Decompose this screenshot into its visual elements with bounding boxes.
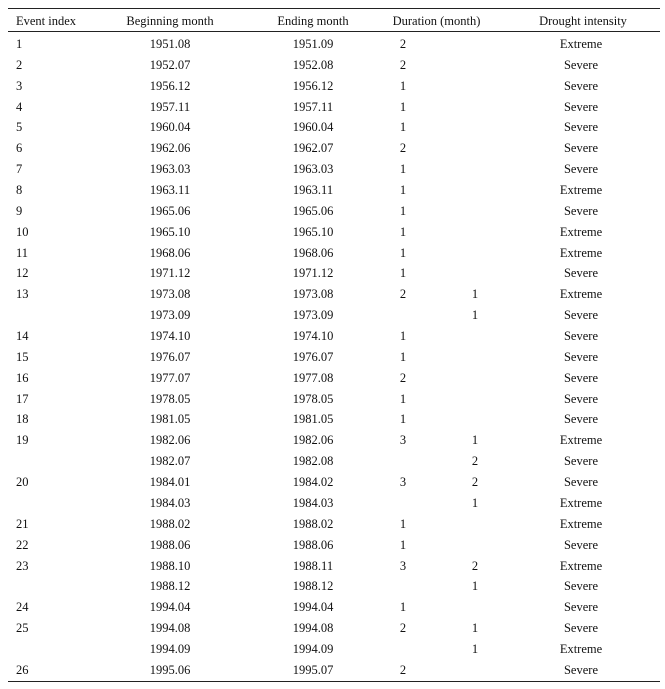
- ending-month-cell: 1962.07: [292, 141, 334, 156]
- event-index-cell: 13: [16, 287, 29, 302]
- header-event-index: Event index: [16, 14, 77, 28]
- table-row: [8, 493, 660, 513]
- table-row: [8, 55, 660, 75]
- drought-intensity-cell: Severe: [563, 99, 598, 114]
- event-index-cell: 21: [16, 516, 29, 531]
- header-drought-intensity: Drought intensity: [539, 14, 627, 28]
- event-index-cell: 14: [16, 329, 29, 344]
- duration-cell: 2: [399, 287, 407, 302]
- duration-cell: 2: [399, 57, 407, 72]
- sub-duration-cell: 2: [471, 454, 479, 469]
- beginning-month-cell: 1962.06: [149, 141, 191, 156]
- table-row: [8, 222, 660, 242]
- drought-intensity-cell: Severe: [563, 78, 598, 93]
- beginning-month-cell: 1960.04: [149, 120, 191, 135]
- beginning-month-cell: 1988.02: [149, 516, 191, 531]
- duration-cell: 1: [399, 224, 407, 239]
- drought-intensity-cell: Extreme: [559, 245, 603, 260]
- ending-month-cell: 1994.08: [292, 621, 334, 636]
- ending-month-cell: 1984.03: [292, 495, 334, 510]
- bottom-rule: [8, 681, 660, 682]
- duration-cell: 2: [399, 141, 407, 156]
- table-row: [8, 556, 660, 576]
- ending-month-cell: 1957.11: [292, 99, 334, 114]
- table-row: [8, 97, 660, 117]
- ending-month-cell: 1982.06: [292, 433, 334, 448]
- sub-duration-cell: 1: [471, 287, 479, 302]
- header-duration: Duration (month): [392, 14, 481, 28]
- beginning-month-cell: 1957.11: [149, 99, 191, 114]
- drought-intensity-cell: Severe: [563, 391, 598, 406]
- drought-intensity-cell: Severe: [563, 454, 598, 469]
- duration-cell: 2: [399, 370, 407, 385]
- event-index-cell: 6: [16, 141, 23, 156]
- table-row: [8, 159, 660, 179]
- ending-month-cell: 1988.06: [292, 537, 334, 552]
- beginning-month-cell: 1994.04: [149, 600, 191, 615]
- drought-intensity-cell: Severe: [563, 329, 598, 344]
- duration-cell: 1: [399, 183, 407, 198]
- table-row: [8, 597, 660, 617]
- ending-month-cell: 1982.08: [292, 454, 334, 469]
- drought-intensity-cell: Severe: [563, 537, 598, 552]
- drought-intensity-cell: Severe: [563, 120, 598, 135]
- duration-cell: 1: [399, 516, 407, 531]
- ending-month-cell: 1994.04: [292, 600, 334, 615]
- duration-cell: 1: [399, 78, 407, 93]
- event-index-cell: 15: [16, 349, 29, 364]
- ending-month-cell: 1988.02: [292, 516, 334, 531]
- duration-cell: 1: [399, 245, 407, 260]
- table-row: [8, 472, 660, 492]
- ending-month-cell: 1994.09: [292, 641, 334, 656]
- drought-intensity-cell: Extreme: [559, 183, 603, 198]
- ending-month-cell: 1965.06: [292, 203, 334, 218]
- event-index-cell: 20: [16, 475, 29, 490]
- drought-intensity-cell: Severe: [563, 57, 598, 72]
- duration-cell: 1: [399, 99, 407, 114]
- beginning-month-cell: 1978.05: [149, 391, 191, 406]
- table-row: [8, 326, 660, 346]
- ending-month-cell: 1960.04: [292, 120, 334, 135]
- duration-cell: 2: [399, 621, 407, 636]
- event-index-cell: 10: [16, 224, 29, 239]
- drought-intensity-cell: Severe: [563, 412, 598, 427]
- beginning-month-cell: 1981.05: [149, 412, 191, 427]
- header-ending-month: Ending month: [277, 14, 349, 28]
- event-index-cell: 24: [16, 600, 29, 615]
- beginning-month-cell: 1952.07: [149, 57, 191, 72]
- ending-month-cell: 1956.12: [292, 78, 334, 93]
- ending-month-cell: 1973.08: [292, 287, 334, 302]
- ending-month-cell: 1963.03: [292, 162, 334, 177]
- beginning-month-cell: 1951.08: [149, 37, 191, 51]
- event-index-cell: 11: [16, 245, 29, 260]
- beginning-month-cell: 1963.03: [149, 162, 191, 177]
- table-row: [8, 180, 660, 200]
- duration-cell: 1: [399, 162, 407, 177]
- event-index-cell: 7: [16, 162, 23, 177]
- duration-cell: 1: [399, 203, 407, 218]
- beginning-month-cell: 1971.12: [149, 266, 191, 281]
- top-rule: [8, 8, 660, 9]
- drought-intensity-cell: Severe: [563, 308, 598, 323]
- ending-month-cell: 1951.09: [292, 37, 334, 51]
- table-row: [8, 138, 660, 158]
- ending-month-cell: 1995.07: [292, 662, 334, 677]
- beginning-month-cell: 1963.11: [149, 183, 191, 198]
- table-header: [8, 11, 660, 31]
- drought-intensity-cell: Severe: [563, 349, 598, 364]
- duration-cell: 3: [399, 558, 407, 573]
- ending-month-cell: 1988.12: [292, 579, 334, 594]
- duration-cell: 1: [399, 391, 407, 406]
- event-index-cell: 4: [16, 99, 23, 114]
- table-row: [8, 430, 660, 450]
- duration-cell: 1: [399, 120, 407, 135]
- beginning-month-cell: 1973.08: [149, 287, 191, 302]
- drought-intensity-cell: Extreme: [559, 495, 603, 510]
- table-row: [8, 535, 660, 555]
- beginning-month-cell: 1984.03: [149, 495, 191, 510]
- table-row: [8, 243, 660, 263]
- table-row: [8, 514, 660, 534]
- event-index-cell: 12: [16, 266, 29, 281]
- drought-intensity-cell: Severe: [563, 621, 598, 636]
- beginning-month-cell: 1974.10: [149, 329, 191, 344]
- table-row: [8, 660, 660, 680]
- event-index-cell: 19: [16, 433, 29, 448]
- event-index-cell: 16: [16, 370, 29, 385]
- duration-cell: 1: [399, 412, 407, 427]
- ending-month-cell: 1968.06: [292, 245, 334, 260]
- duration-cell: 1: [399, 349, 407, 364]
- drought-intensity-cell: Severe: [563, 141, 598, 156]
- event-index-cell: 3: [16, 78, 23, 93]
- beginning-month-cell: 1977.07: [149, 370, 191, 385]
- table-row: [8, 305, 660, 325]
- beginning-month-cell: 1988.10: [149, 558, 191, 573]
- drought-intensity-cell: Extreme: [559, 37, 603, 51]
- drought-intensity-cell: Severe: [563, 600, 598, 615]
- drought-intensity-cell: Extreme: [559, 433, 603, 448]
- duration-cell: 2: [399, 662, 407, 677]
- ending-month-cell: 1965.10: [292, 224, 334, 239]
- duration-cell: 1: [399, 329, 407, 344]
- ending-month-cell: 1973.09: [292, 308, 334, 323]
- header-rule: [8, 31, 660, 32]
- duration-cell: 1: [399, 600, 407, 615]
- beginning-month-cell: 1968.06: [149, 245, 191, 260]
- event-index-cell: 22: [16, 537, 29, 552]
- drought-intensity-cell: Extreme: [559, 287, 603, 302]
- beginning-month-cell: 1995.06: [149, 662, 191, 677]
- event-index-cell: 5: [16, 120, 23, 135]
- table-row: [8, 368, 660, 388]
- drought-intensity-cell: Severe: [563, 162, 598, 177]
- drought-intensity-cell: Extreme: [559, 516, 603, 531]
- drought-intensity-cell: Severe: [563, 662, 598, 677]
- beginning-month-cell: 1994.08: [149, 621, 191, 636]
- sub-duration-cell: 1: [471, 641, 479, 656]
- ending-month-cell: 1988.11: [292, 558, 334, 573]
- duration-cell: 2: [399, 37, 407, 51]
- sub-duration-cell: 1: [471, 579, 479, 594]
- table-row: [8, 409, 660, 429]
- table-row: [8, 76, 660, 96]
- table-row: [8, 576, 660, 596]
- event-index-cell: 9: [16, 203, 23, 218]
- table-row: [8, 389, 660, 409]
- ending-month-cell: 1978.05: [292, 391, 334, 406]
- event-index-cell: 17: [16, 391, 29, 406]
- sub-duration-cell: 1: [471, 433, 479, 448]
- table-row: [8, 263, 660, 283]
- beginning-month-cell: 1976.07: [149, 349, 191, 364]
- drought-intensity-cell: Severe: [563, 266, 598, 281]
- beginning-month-cell: 1956.12: [149, 78, 191, 93]
- duration-cell: 3: [399, 433, 407, 448]
- sub-duration-cell: 2: [471, 558, 479, 573]
- table-row: [8, 117, 660, 137]
- ending-month-cell: 1981.05: [292, 412, 334, 427]
- beginning-month-cell: 1988.12: [149, 579, 191, 594]
- ending-month-cell: 1952.08: [292, 57, 334, 72]
- event-index-cell: 26: [16, 662, 29, 677]
- ending-month-cell: 1971.12: [292, 266, 334, 281]
- sub-duration-cell: 1: [471, 495, 479, 510]
- beginning-month-cell: 1965.06: [149, 203, 191, 218]
- drought-intensity-cell: Severe: [563, 203, 598, 218]
- drought-intensity-cell: Severe: [563, 370, 598, 385]
- ending-month-cell: 1984.02: [292, 475, 334, 490]
- table-row: [8, 639, 660, 659]
- beginning-month-cell: 1994.09: [149, 641, 191, 656]
- table-row: [8, 284, 660, 304]
- event-index-cell: 1: [16, 37, 23, 51]
- duration-cell: 1: [399, 266, 407, 281]
- event-index-cell: 2: [16, 57, 23, 72]
- table-row: [8, 34, 660, 54]
- sub-duration-cell: 1: [471, 308, 479, 323]
- beginning-month-cell: 1982.07: [149, 454, 191, 469]
- duration-cell: 3: [399, 475, 407, 490]
- beginning-month-cell: 1988.06: [149, 537, 191, 552]
- drought-intensity-cell: Severe: [563, 475, 598, 490]
- drought-intensity-cell: Extreme: [559, 224, 603, 239]
- event-index-cell: 25: [16, 621, 29, 636]
- header-beginning-month: Beginning month: [126, 14, 214, 28]
- beginning-month-cell: 1984.01: [149, 475, 191, 490]
- table-row: [8, 347, 660, 367]
- drought-intensity-cell: Severe: [563, 579, 598, 594]
- beginning-month-cell: 1965.10: [149, 224, 191, 239]
- event-index-cell: 18: [16, 412, 29, 427]
- event-index-cell: 8: [16, 183, 23, 198]
- beginning-month-cell: 1973.09: [149, 308, 191, 323]
- table-row: [8, 451, 660, 471]
- ending-month-cell: 1963.11: [292, 183, 334, 198]
- ending-month-cell: 1977.08: [292, 370, 334, 385]
- drought-intensity-cell: Extreme: [559, 641, 603, 656]
- table-row: [8, 201, 660, 221]
- ending-month-cell: 1976.07: [292, 349, 334, 364]
- sub-duration-cell: 1: [471, 621, 479, 636]
- ending-month-cell: 1974.10: [292, 329, 334, 344]
- drought-intensity-cell: Extreme: [559, 558, 603, 573]
- sub-duration-cell: 2: [471, 475, 479, 490]
- event-index-cell: 23: [16, 558, 29, 573]
- table-row: [8, 618, 660, 638]
- duration-cell: 1: [399, 537, 407, 552]
- beginning-month-cell: 1982.06: [149, 433, 191, 448]
